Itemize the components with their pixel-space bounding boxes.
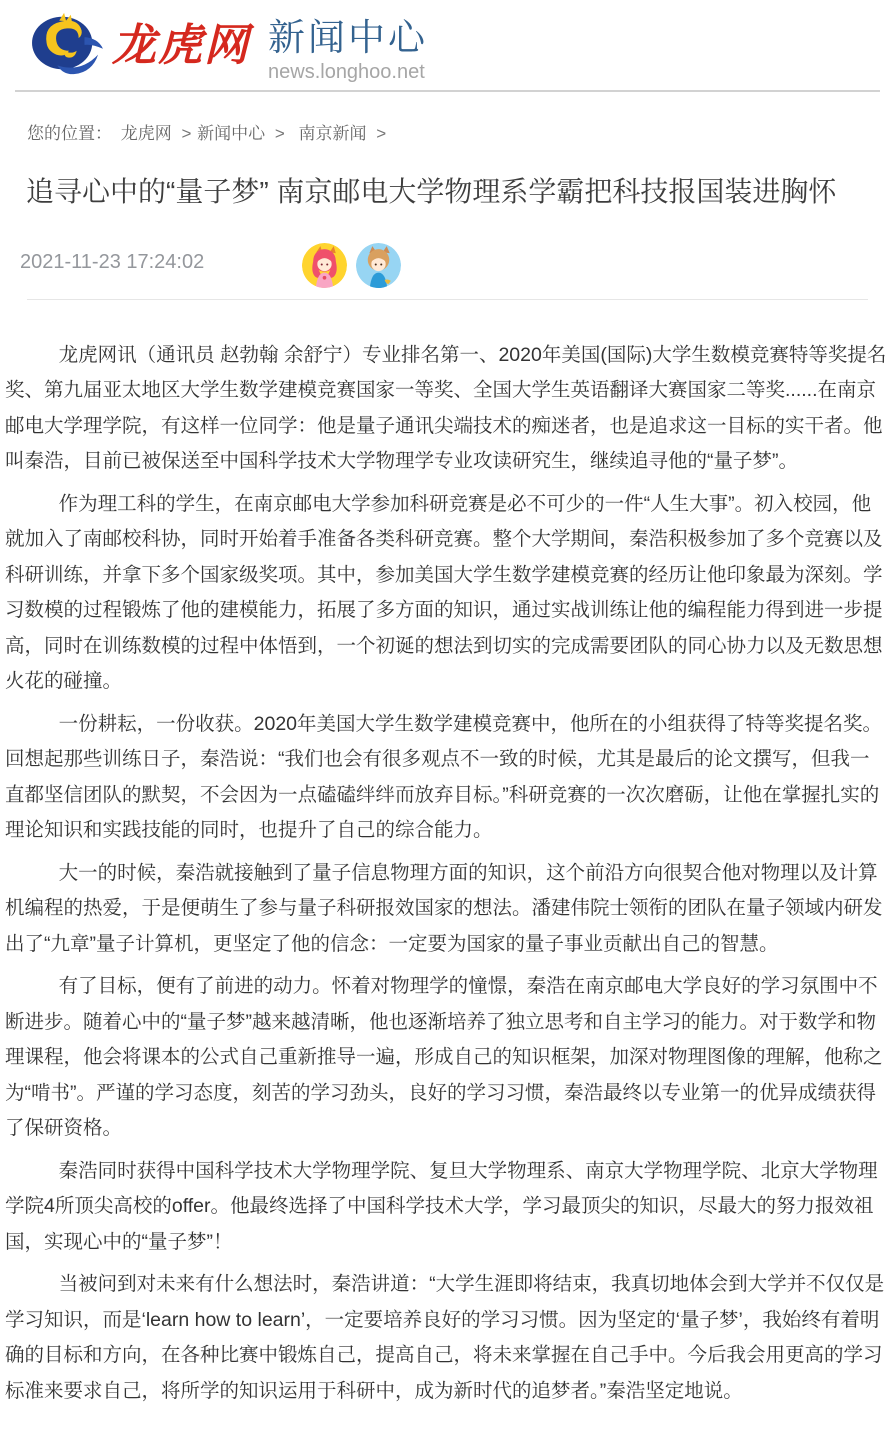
breadcrumb [27, 119, 895, 144]
article-body [0, 300, 895, 1410]
paragraph: 有了目标，便有了前进的动力。怀着对物理学的憧憬，秦浩在南京邮电大学良好的学习氛围中不断进步。随着心中的“量子梦”越来越清晰，他也逐渐培养了独立思考和自主学习的能力。对于数学和物理课程，他会将课本的公式自己重新推导一遍，形成自己的知识框架，加深对物理图像的理解，他称之为“啃书”。严谨的学习态度，刻苦的学习劲头，良好的学习习惯，秦浩最终以专业第一的优异成绩获得了保研资格。 [5, 975, 883, 1140]
breadcrumb-separator: > [274, 124, 285, 143]
paragraph: 龙虎网讯（通讯员 赵勃翰 余舒宁）专业排名第一、2020年美国(国际)大学生数模竞赛特等奖提名奖、第九届亚太地区大学生数学建模竞赛国家一等奖、全国大学生英语翻译大赛国家二等奖......在南京邮电大学理学院，有这样一位同学：他是量子通讯尖端技术的痴迷者，也是追求这一目标的实干者。他叫秦浩，目前已被保送至中国科学技术大学物理学专业攻读研究生，继续追寻他的“量子梦”。 [5, 343, 887, 473]
breadcrumb-separator: > [181, 124, 192, 143]
site-name[interactable]: 龙虎网 [112, 20, 250, 71]
mascot-avatars [302, 243, 401, 288]
section-title: 新闻中心 [268, 17, 428, 58]
site-url: news.longhoo.net [268, 61, 425, 83]
girl-mascot-avatar-icon[interactable] [302, 243, 347, 288]
paragraph: 一份耕耘，一份收获。2020年美国大学生数学建模竞赛中，他所在的小组获得了特等奖提名奖。回想起那些训练日子，秦浩说：“我们也会有很多观点不一致的时候，尤其是最后的论文撰写，但我一直都坚信团队的默契，不会因为一点磕磕绊绊而放弃目标。”科研竞赛的一次次磨砺，让他在掌握扎实的理论知识和实践技能的同时，也提升了自己的综合能力。 [5, 712, 883, 842]
breadcrumb-item-longhoo[interactable]: 龙虎网 [120, 124, 172, 143]
article-title: 追寻心中的“量子梦” 南京邮电大学物理系学霸把科技报国装进胸怀 [26, 176, 837, 207]
site-header [0, 0, 895, 90]
dragon-wave-logo-icon[interactable] [30, 8, 104, 76]
boy-mascot-avatar-icon[interactable] [356, 243, 401, 288]
paragraph: 大一的时候，秦浩就接触到了量子信息物理方面的知识，这个前沿方向很契合他对物理以及计算机编程的热爱，于是便萌生了参与量子科研报效国家的想法。潘建伟院士领衔的团队在量子领域内研发出了“九章”量子计算机，更坚定了他的信念：一定要为国家的量子事业贡献出自己的智慧。 [5, 861, 883, 955]
breadcrumb-item-nanjing-news[interactable]: 南京新闻 [298, 124, 367, 143]
breadcrumb-item-news-center[interactable]: 新闻中心 [197, 124, 266, 143]
breadcrumb-label: 您的位置： [27, 124, 112, 143]
publish-time: 2021-11-23 17:24:02 [20, 250, 205, 273]
article-meta [0, 243, 895, 289]
header-divider [15, 90, 880, 92]
breadcrumb-separator: > [376, 124, 387, 143]
paragraph: 作为理工科的学生，在南京邮电大学参加科研竞赛是必不可少的一件“人生大事”。初入校园，他就加入了南邮校科协，同时开始着手准备各类科研竞赛。整个大学期间，秦浩积极参加了多个竞赛以及科研训练，并拿下多个国家级奖项。其中，参加美国大学生数学建模竞赛的经历让他印象最为深刻。学习数模的过程锻炼了他的建模能力，拓展了多方面的知识，通过实战训练让他的编程能力得到进一步提高，同时在训练数模的过程中体悟到，一个初诞的想法到切实的完成需要团队的同心协力以及无数思想火花的碰撞。 [5, 492, 883, 693]
section-block [268, 18, 428, 84]
paragraph: 当被问到对未来有什么想法时，秦浩讲道：“大学生涯即将结束，我真切地体会到大学并不仅仅是学习知识，而是‘learn how to learn’，一定要培养良好的学习习惯。因为坚定的‘量子梦’，我始终有着明确的目标和方向，在各种比赛中锻炼自己，提高自己，将未来掌握在自己手中。今后我会用更高的学习标准来要求自己，将所学的知识运用于科研中，成为新时代的追梦者。”秦浩坚定地说。 [5, 1273, 885, 1402]
paragraph: 秦浩同时获得中国科学技术大学物理学院、复旦大学物理系、南京大学物理学院、北京大学物理学院4所顶尖高校的offer。他最终选择了中国科学技术大学，学习最顶尖的知识，尽最大的努力报效祖国，实现心中的“量子梦”！ [5, 1159, 878, 1253]
